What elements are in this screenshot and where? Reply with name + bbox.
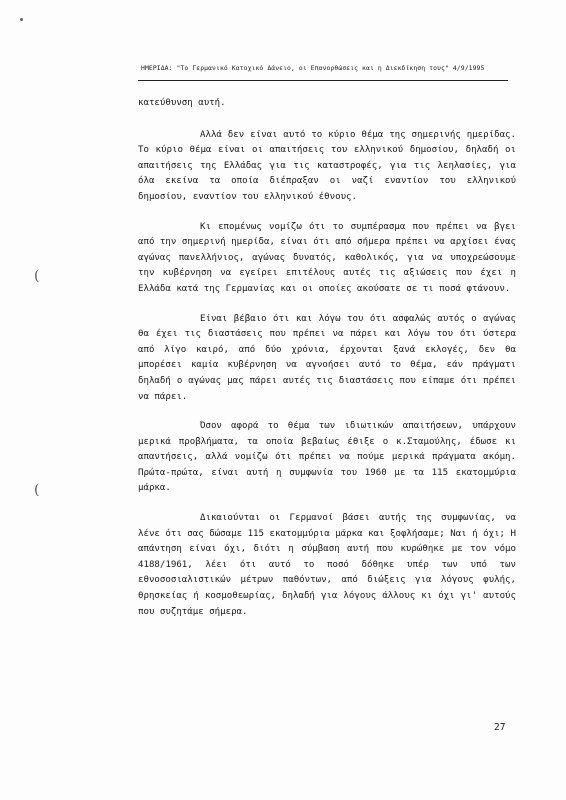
margin-mark: ( (34, 268, 40, 284)
running-header: ΗΜΕΡΙΔΑ: "Το Γερμανικό Κατοχικό Δάνειο, οι Επανορθώσεις και η Διεκδίκηση τους" 4/9/1995 (141, 64, 485, 72)
header-rule (138, 80, 508, 81)
paragraph-2: Αλλά δεν είναι αυτό το κύριο θέμα της σημερινής ημερίδας. Το κύριο θέμα είναι οι απαιτήσεις του ελληνικού δημοσίου, δηλαδή οι απαιτήσεις της Ελλάδας για τις καταστροφές, για τις λεηλασίες, για όλα εκείνα τα οποία διέπραξαν οι ναζί εναντίον του ελληνικού δημοσίου, εναντίον του ελληνικού έθνους. (138, 129, 516, 202)
scan-speck (20, 18, 23, 21)
paragraph-6: Δικαιούνται οι Γερμανοί βάσει αυτής της συμφωνίας, να λένε ότι σας δώσαμε 115 εκατομμύρια μάρκα και ξοφλήσαμε; Ναι ή όχι; Η απάντηση είναι όχι, διότι η σύμβαση αυτή που κυρώθηκε με τον νόμο 4188/1961, λέει ότι αυτό το ποσό δόθηκε υπέρ των υπό των εθνοσοσιαλιστικών μέτρων παθόντων, από διώξεις για λόγους φυλής, θρησκείας ή κοσμοθεωρίας, δηλαδή για λόγους άλλους κι όχι γι' αυτούς που συζητάμε σήμερα. (138, 513, 516, 617)
paragraph-4: Είναι βέβαιο ότι και λόγω του ότι ασφαλώς αυτός ο αγώνας θα έχει τις διαστάσεις που πρέπει να πάρει και λόγω του ότι ύστερα από λίγο καιρό, από δύο χρόνια, έρχονται ξανά εκλογές, δεν θα μπορέσει καμία κυβέρνηση να αγνοήσει αυτό το θέμα, εάν πράγματι δηλαδή ο αγώνας μας πάρει αυτές τις διαστάσεις που είπαμε ότι πρέπει να πάρει. (138, 313, 516, 402)
page-number: 27 (494, 722, 506, 733)
paragraph-5: Όσον αφορά το θέμα των ιδιωτικών απαιτήσεων, υπάρχουν μερικά προβλήματα, τα οποία βεβαίως έθιξε ο κ.Σταμούλης, έδωσε κι απαντήσεις, αλλά νομίζω ότι πρέπει να πούμε μερικά πράγματα ακόμη. Πρώτα-πρώτα, είναι αυτή η συμφωνία του 1960 με τα 115 εκατομμύρια μάρκα. (138, 421, 516, 494)
body-text (138, 96, 516, 634)
paragraph-3: Κι επομένως νομίζω ότι το συμπέρασμα που πρέπει να βγει από την σημερινή ημερίδα, είναι ότι από σήμερα πρέπει να αρχίσει ένας αγώνας πανελλήνιος, αγώνας δυνατός, καθολικός, για να υποχρεώσουμε την κυβέρνηση να εγείρει επιτέλους αυτές τις αξιώσεις που έχει η Ελλάδα κατά της Γερμανίας και οι οποίες ακούσατε σε τι ποσά φτάνουν. (138, 221, 516, 294)
margin-mark: ( (34, 482, 40, 498)
paragraph-1: κατεύθυνση αυτή. (138, 98, 226, 108)
